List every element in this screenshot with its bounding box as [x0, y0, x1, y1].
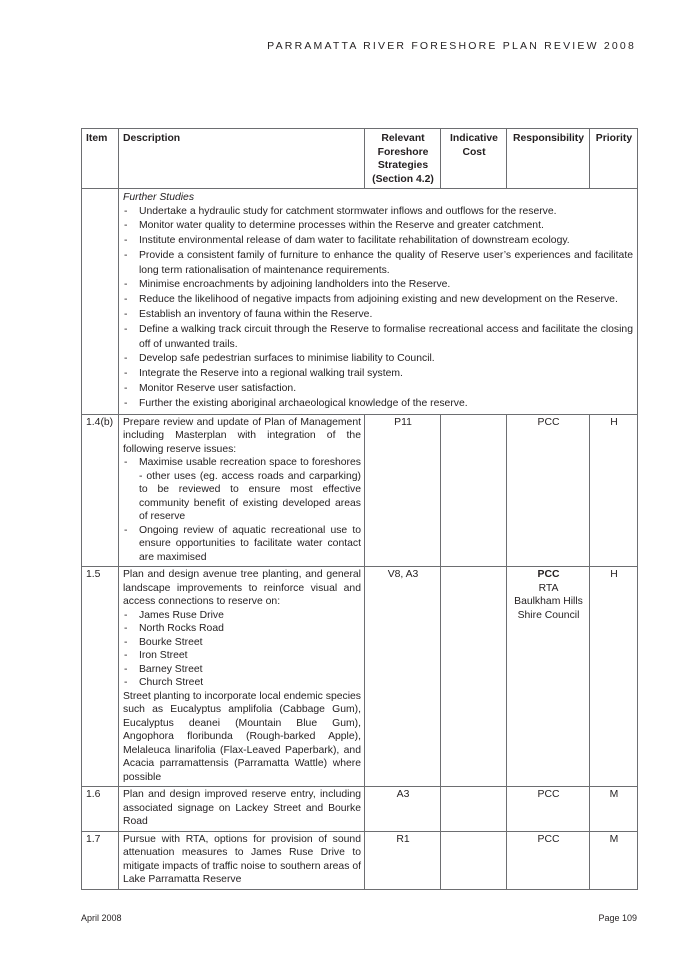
running-header: PARRAMATTA RIVER FORESHORE PLAN REVIEW 2008 — [267, 40, 636, 52]
list-item: - Minimise encroachments by adjoining landholders into the Reserve. — [123, 278, 633, 293]
footer-date: April 2008 — [81, 913, 122, 923]
list-item: - Institute environmental release of dam water to facilitate rehabilitation of downstream ecology. — [123, 234, 633, 249]
cost-cell — [441, 567, 507, 787]
list-item: - Monitor water quality to determine processes within the Reserve and greater catchment. — [123, 219, 633, 234]
further-studies-title: Further Studies — [123, 192, 195, 203]
header-responsibility: Responsibility — [507, 129, 590, 189]
responsibility-cell — [507, 567, 590, 787]
item-cell: 1.7 — [82, 831, 119, 889]
list-item: - Provide a consistent family of furniture to enhance the quality of Reserve user’s experiences and facilitate long term rationalisation of maintenance requirements. — [123, 249, 633, 279]
list-item: - Develop safe pedestrian surfaces to minimise liability to Council. — [123, 352, 633, 367]
list-item: - Establish an inventory of fauna within the Reserve. — [123, 308, 633, 323]
priority-cell: H — [590, 414, 638, 567]
description-intro: Prepare review and update of Plan of Management including Masterplan with integration of the following reserve issues: — [123, 416, 361, 455]
list-item: - Monitor Reserve user satisfaction. — [123, 382, 633, 397]
list-item: - Church Street — [123, 676, 361, 690]
cost-cell — [441, 787, 507, 832]
description-outro: Street planting to incorporate local endemic species such as Eucalyptus amplifolia (Cabbage Gum), Eucalyptus deanei (Mountain Blue Gum), Angophora floribunda (Rough-barked Apple), Melaleuca linarifolia (Flax-Leaved Paperbark), and Acacia parramattensis (Parramatta Wattle) where possible — [123, 690, 361, 783]
item-cell: 1.4(b) — [82, 414, 119, 567]
table-row-1-5 — [82, 567, 638, 787]
description-cell — [119, 787, 365, 832]
description-cell — [119, 567, 365, 787]
description-list — [123, 456, 361, 564]
description-intro: Plan and design avenue tree planting, and general landscape improvements to reinforce visual and access connections to reserve on: — [123, 569, 361, 608]
responsibility-cell: PCC — [507, 414, 590, 567]
further-studies-cell — [119, 189, 638, 415]
table-row-1-6 — [82, 787, 638, 832]
description-intro: Pursue with RTA, options for provision of sound attenuation measures to James Ruse Drive to mitigate impacts of traffic noise to southern areas of Lake Parramatta Reserve — [123, 833, 361, 886]
description-intro: Plan and design improved reserve entry, including associated signage on Lackey Street and Bourke Road — [123, 789, 361, 828]
description-cell — [119, 831, 365, 889]
strategies-cell: P11 — [365, 414, 441, 567]
responsibility-partner: Baulkham Hills Shire Council — [514, 596, 583, 621]
item-cell: 1.5 — [82, 567, 119, 787]
strategies-cell: V8, A3 — [365, 567, 441, 787]
list-item: - Maximise usable recreation space to foreshores - other uses (eg. access roads and carparking) to be reviewed to ensure most effective community benefit of existing developed areas of reserve — [123, 456, 361, 524]
item-cell — [82, 189, 119, 415]
strategies-cell: A3 — [365, 787, 441, 832]
responsibility-partner: RTA — [538, 582, 559, 594]
responsibility-cell: PCC — [507, 787, 590, 832]
responsibility-lead: PCC — [537, 569, 560, 581]
header-description: Description — [119, 129, 365, 189]
strategies-cell: R1 — [365, 831, 441, 889]
cost-cell — [441, 414, 507, 567]
header-strategies: Relevant Foreshore Strategies (Section 4.2) — [365, 129, 441, 189]
action-plan-table — [81, 128, 638, 890]
list-item: - Integrate the Reserve into a regional walking trail system. — [123, 367, 633, 382]
table-row-1-7 — [82, 831, 638, 889]
list-item: - Reduce the likelihood of negative impacts from adjoining existing and new development on the Reserve. — [123, 293, 633, 308]
header-item: Item — [82, 129, 119, 189]
list-item: - James Ruse Drive — [123, 609, 361, 623]
list-item: - Barney Street — [123, 663, 361, 677]
table-row-1-4b — [82, 414, 638, 567]
street-list — [123, 609, 361, 690]
table-row-further-studies — [82, 189, 638, 415]
footer-page-number: Page 109 — [598, 913, 637, 923]
list-item: - Define a walking track circuit through the Reserve to formalise recreational access and facilitate the closing off of unwanted trails. — [123, 323, 633, 353]
item-cell: 1.6 — [82, 787, 119, 832]
description-cell — [119, 414, 365, 567]
header-priority: Priority — [590, 129, 638, 189]
priority-cell: M — [590, 787, 638, 832]
list-item: - Bourke Street — [123, 636, 361, 650]
header-cost: Indicative Cost — [441, 129, 507, 189]
list-item: - Ongoing review of aquatic recreational use to ensure opportunities to facilitate water contact are maximised — [123, 524, 361, 565]
cost-cell — [441, 831, 507, 889]
further-studies-list — [123, 205, 633, 412]
priority-cell: H — [590, 567, 638, 787]
responsibility-cell: PCC — [507, 831, 590, 889]
table-header-row — [82, 129, 638, 189]
list-item: - North Rocks Road — [123, 622, 361, 636]
priority-cell: M — [590, 831, 638, 889]
list-item: - Undertake a hydraulic study for catchment stormwater inflows and outflows for the reserve. — [123, 205, 633, 220]
list-item: - Further the existing aboriginal archaeological knowledge of the reserve. — [123, 397, 633, 412]
list-item: - Iron Street — [123, 649, 361, 663]
